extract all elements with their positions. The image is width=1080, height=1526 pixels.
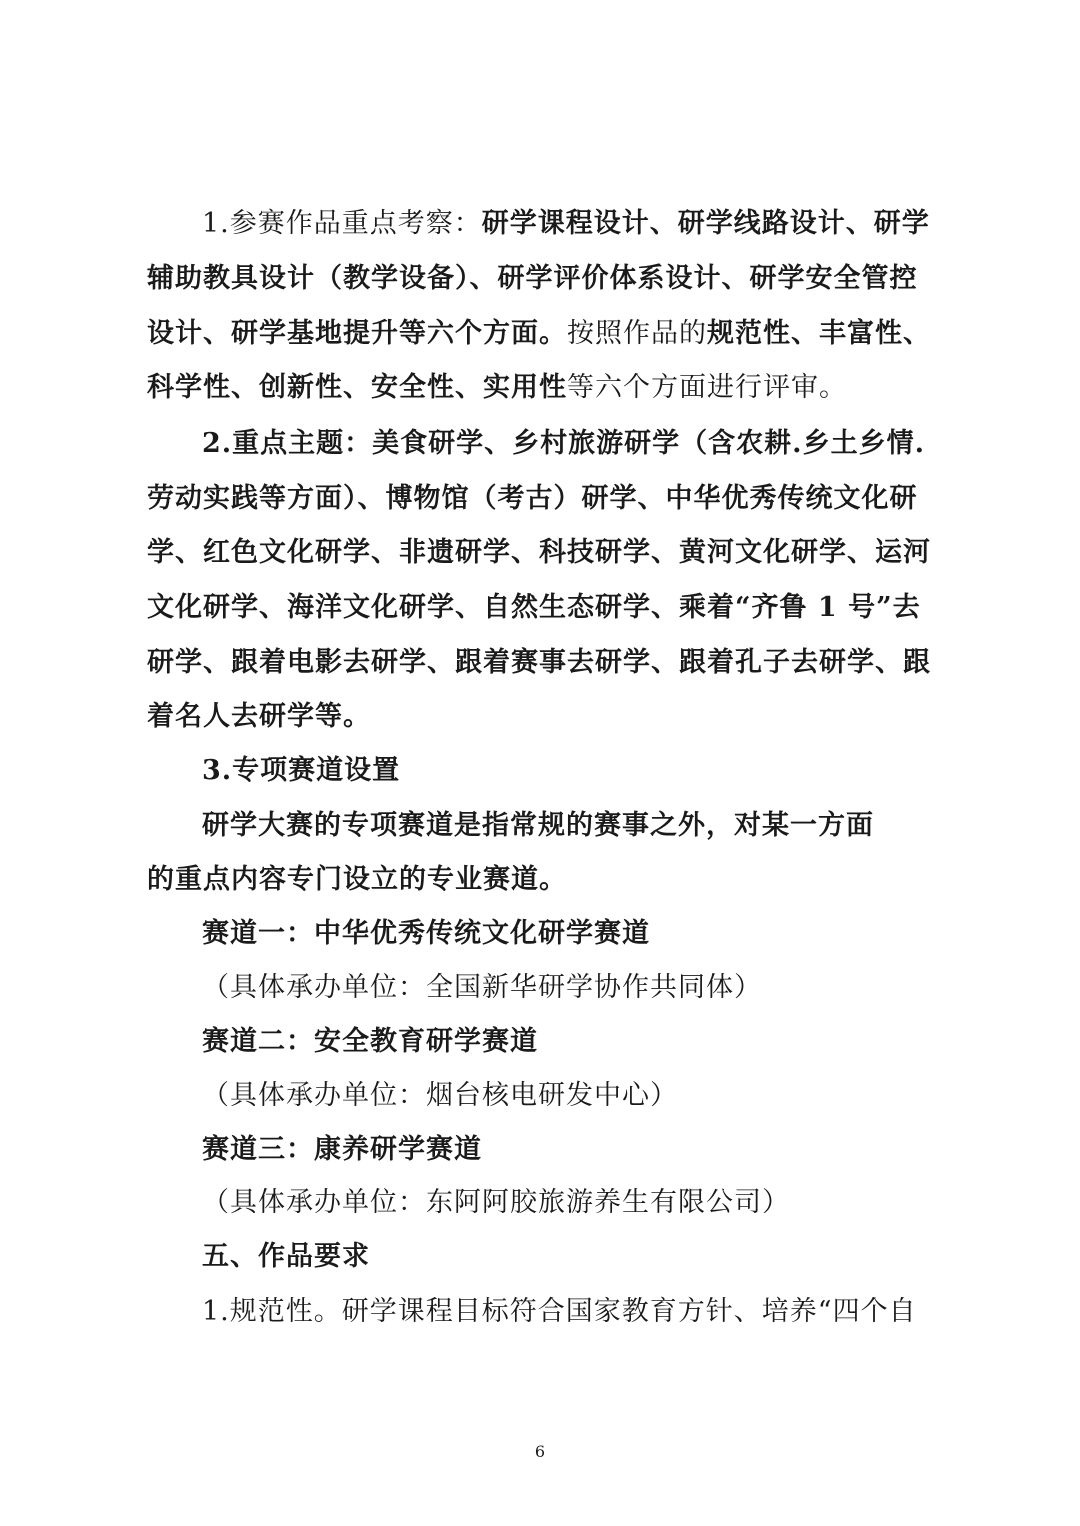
track-1-host: （具体承办单位：全国新华研学协作共同体）	[202, 972, 762, 1003]
item1-line-2: 辅助教具设计（教学设备）、研学评价体系设计、研学安全管控	[147, 263, 918, 294]
item1-focus-1: 研学课程设计、研学线路设计、研学	[481, 208, 930, 239]
item2-line-6: 着名人去研学等。	[147, 701, 371, 732]
item3-desc-line-1: 研学大赛的专项赛道是指常规的赛事之外，对某一方面	[202, 810, 874, 841]
item1-criteria-1: 规范性、丰富性、	[707, 318, 931, 349]
item2-line-4: 文化研学、海洋文化研学、自然生态研学、乘着“齐鲁 1 号”去	[147, 592, 921, 623]
item2-line-1: 2.重点主题：美食研学、乡村旅游研学（含农耕.乡土乡情.	[202, 428, 925, 459]
track-3-host: （具体承办单位：东阿阿胶旅游养生有限公司）	[202, 1187, 790, 1218]
item1-line-4	[147, 360, 947, 416]
item1-criteria-tail: 等六个方面进行评审。	[567, 372, 847, 403]
section-5-heading: 五、作品要求	[202, 1241, 370, 1272]
item2-line-2: 劳动实践等方面）、博物馆（考古）研学、中华优秀传统文化研	[147, 483, 918, 514]
item1-focus-3: 设计、研学基地提升等六个方面。	[147, 318, 567, 349]
item1-criteria-2: 科学性、创新性、安全性、实用性	[147, 372, 567, 403]
item3-desc-line-2: 的重点内容专门设立的专业赛道。	[147, 864, 567, 895]
item2-line-5: 研学、跟着电影去研学、跟着赛事去研学、跟着孔子去研学、跟	[147, 647, 931, 678]
track-2-host: （具体承办单位：烟台核电研发中心）	[202, 1080, 678, 1111]
track-2-name: 赛道二：安全教育研学赛道	[202, 1026, 538, 1057]
item2-line-3: 学、红色文化研学、非遗研学、科技研学、黄河文化研学、运河	[147, 537, 931, 568]
item1-line-3	[147, 306, 947, 362]
item1-criteria-lead: 按照作品的	[567, 318, 707, 349]
item3-title: 3.专项赛道设置	[202, 755, 401, 786]
page-number: 6	[534, 1442, 546, 1461]
section-5-item-1: 1.规范性。研学课程目标符合国家教育方针、培养“四个自	[202, 1296, 917, 1327]
track-3-name: 赛道三：康养研学赛道	[202, 1134, 482, 1165]
item1-lead: 1.参赛作品重点考察：	[202, 208, 482, 239]
item1-line-1	[202, 196, 1002, 252]
track-1-name: 赛道一：中华优秀传统文化研学赛道	[202, 918, 650, 949]
